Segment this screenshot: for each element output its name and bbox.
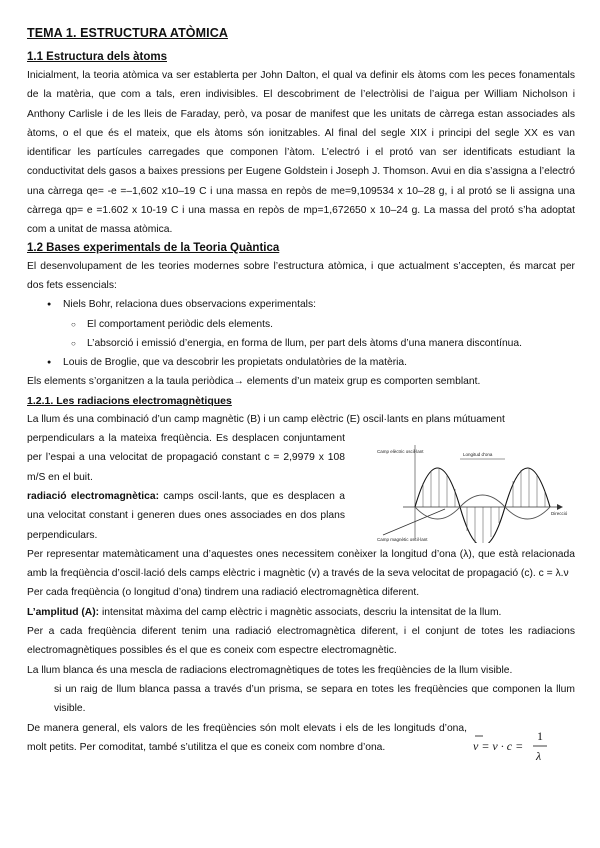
bullet-list xyxy=(27,295,575,372)
paragraph-frequency: Per cada freqüència (o longitud d’ona) tindrem una radiació electromagnètica diferent. xyxy=(27,587,420,599)
paragraph-atomic-structure: Inicialment, la teoria atòmica va ser establerta per John Dalton, el qual va definir els àtoms com les peces fonamentals de la matèria, que com a tals, eren indivisibles. El descobriment de l’electròlisi de l’aigua per William Nicholson i Anthony Carlisle i de les lleis de Faraday, però, va posar de manifest que les unitats de càrrega estan associades als àtoms, o el que és el mateix, que els àtoms són ionitzables. Al final del segle XIX i principi del segle XX es van identificar les partícules carregades que componen l’àtom. L’electró i el protó van ser identificats estudiant la conductivitat dels gasos a baixes pressions per Eugene Goldstein i Joseph J. Thomson. Avui en dia s’assigna a l’electró una càrrega qe= -e =–1,602 x10–19 C i una massa en repòs de me=9,109534 x 10–28 g, i al protó se li assigna una càrrega qp= e =1.602 x 10-19 C i una massa en repòs de mp=1,672650 x 10–24 g. La massa del protó s’ha adoptat com a unitat de massa atòmica. xyxy=(27,70,575,236)
term-amplitude: L’amplitud (A): xyxy=(27,606,100,618)
figure-wrap xyxy=(27,429,575,545)
label-magnetic-field: Camp magnètic oscil·lant xyxy=(377,537,428,543)
formula-denominator: λ xyxy=(536,748,542,763)
section-heading-1-2: 1.2 Bases experimentals de la Teoria Quàntica xyxy=(27,241,280,254)
formula-numerator: 1 xyxy=(537,728,543,743)
section-heading-1-1: 1.1 Estructura dels àtoms xyxy=(27,51,167,63)
text-beside-figure xyxy=(27,429,345,545)
bullet-de-broglie: ● Louis de Broglie, que va descobrir les propietats ondulatòries de la matèria. xyxy=(49,353,575,372)
paragraph-light-line1: La llum és una combinació d’un camp magnètic (B) i un camp elèctric (E) oscil·lants en plans mútuament xyxy=(27,413,505,425)
sub-bullet-absorption: ○ L’absorció i emissió d’energia, en forma de llum, per part dels àtoms d’una manera discontínua. xyxy=(73,334,575,353)
bullet-bohr xyxy=(49,295,575,353)
paragraph-prism: si un raig de llum blanca passa a través d’un prisma, se separa en totes les freqüències que componen la llum visible. xyxy=(54,683,575,715)
paragraph-periodic-table: Els elements s’organitzen a la taula periòdica→ elements d’un mateix grup es comporten semblant. xyxy=(27,376,481,388)
sub-bullet-list xyxy=(63,315,575,354)
paragraph-wavelength: Per representar matemàticament una d’aquestes ones necessitem conèixer la longitud d’ona (λ), que està relacionada amb la freqüència d’oscil·lació dels camps elèctric i magnètic (v) a través de la seva velocitat de propagació (c). c = λ.ν xyxy=(27,548,575,580)
electromagnetic-wave-figure xyxy=(375,445,575,543)
formula-lhs: ν = ν · c = xyxy=(473,738,524,753)
label-wavelength: Longitud d'ona xyxy=(463,452,493,458)
definition-em-radiation: camps oscil·lants, que es desplacen a una velocitat constant i generen dues ones associades en dos plans perpendiculars. xyxy=(27,490,345,541)
term-em-radiation: radiació electromagnètica: xyxy=(27,490,159,502)
document-page xyxy=(27,26,575,763)
section-heading-1-2-1: 1.2.1. Les radiacions electromagnètiques xyxy=(27,394,232,407)
sub-bullet-periodic: ○ El comportament periòdic dels elements. xyxy=(73,315,575,334)
page-title: TEMA 1. ESTRUCTURA ATÒMICA xyxy=(27,26,228,40)
paragraph-light-rest: perpendiculars a la mateixa freqüència. Es desplacen conjuntament per l’espai a una velocitat de propagació constant c = 2,9979 x 108 m/S en el buit. xyxy=(27,433,345,483)
label-electric-field: Camp elèctric oscil·lant xyxy=(377,449,424,455)
definition-amplitude: intensitat màxima del camp elèctric i magnètic associats, descriu la intensitat de la llum. xyxy=(99,606,502,618)
paragraph-spectrum: Per a cada freqüència diferent tenim una radiació electromagnètica diferent, i el conjunt de totes les radiacions electromagnètiques possibles és el que es coneix com espectre electromagnètic. xyxy=(27,626,575,657)
paragraph-quantum-intro: El desenvolupament de les teories modernes sobre l’estructura atòmica, i que actualment s’accepten, és marcat per dos fets essencials: xyxy=(27,260,575,291)
paragraph-em-definition xyxy=(27,487,345,545)
label-direction: Direcció xyxy=(551,511,568,517)
paragraph-amplitude xyxy=(27,603,575,622)
formula-line xyxy=(27,719,575,763)
paragraph-white-light: La llum blanca és una mescla de radiacions electromagnètiques de totes les freqüències de la llum visible. xyxy=(27,664,513,676)
wavenumber-formula xyxy=(473,725,553,769)
bullet-bohr-text: Niels Bohr, relaciona dues observacions experimentals: xyxy=(63,299,316,311)
paragraph-wavenumber: De manera general, els valors de les freqüències són molt elevats i els de les longituds d’ona, molt petits. Per comoditat, també s’utilitza el que es coneix com nombre d’ona. xyxy=(27,722,467,753)
